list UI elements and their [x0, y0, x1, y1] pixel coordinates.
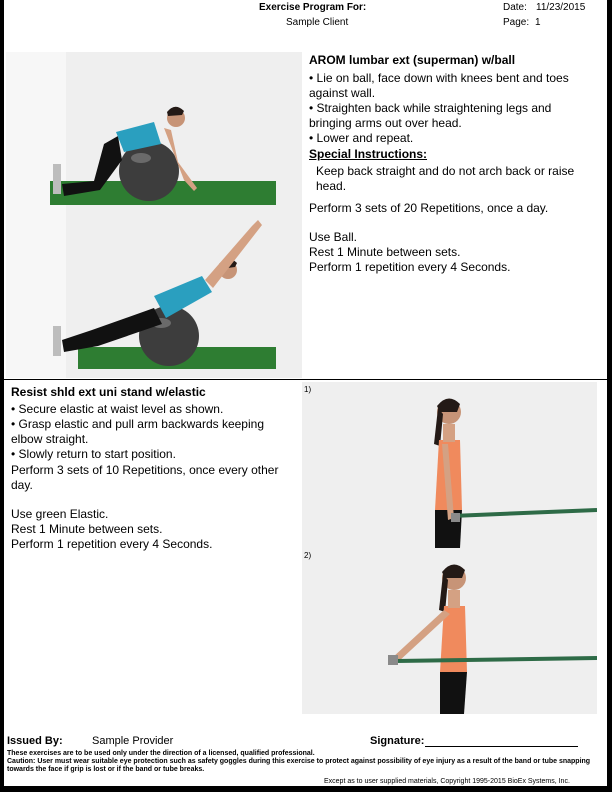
caution-text: Caution: User must wear suitable eye protection such as safety goggles during this exercise to protect against possibility of eye injury as a result of the band or tube snapping towards the face if grip is lost or if the band or tube breaks. — [7, 758, 591, 773]
shoulder-extension-end-illustration — [302, 548, 597, 714]
issued-by-label: Issued By: — [7, 735, 63, 747]
step-text: • Grasp elastic and pull arm backwards keeping elbow straight. — [11, 417, 264, 446]
step-text: • Slowly return to start position. — [11, 447, 176, 461]
superman-start-illustration — [6, 52, 302, 216]
signature-label: Signature: — [370, 735, 425, 747]
provider-name: Sample Provider — [92, 735, 174, 747]
exercise2-equipment: Use green Elastic. — [11, 507, 109, 521]
program-label: Exercise Program For: — [259, 2, 367, 13]
special-instructions-heading: Special Instructions: — [309, 147, 428, 161]
client-name: Sample Client — [286, 17, 349, 28]
disclaimer-text: These exercises are to be used only under the direction of a licensed, qualified professional. — [7, 750, 315, 757]
date-label: Date: — [503, 2, 527, 13]
step-text: • Lie on ball, face down with knees bent and toes against wall. — [309, 71, 569, 100]
exercise1-photo-end — [6, 216, 302, 378]
superman-end-illustration — [6, 216, 302, 378]
section-divider — [4, 379, 607, 380]
exercise-sheet — [4, 0, 607, 786]
page-value: 1 — [535, 17, 541, 28]
exercise1-pace: Perform 1 repetition every 4 Seconds. — [309, 260, 511, 274]
exercise1-sets: Perform 3 sets of 20 Repetitions, once a day. — [309, 201, 549, 215]
figure-number: 2) — [304, 551, 312, 560]
exercise1-equipment: Use Ball. — [309, 230, 358, 244]
exercise2-photo-end — [302, 548, 597, 714]
figure-number: 1) — [304, 385, 312, 394]
date-value: 11/23/2015 — [536, 2, 586, 13]
exercise2-steps — [11, 402, 296, 462]
exercise2-photo-start — [302, 382, 597, 548]
exercise2-rest: Rest 1 Minute between sets. — [11, 522, 163, 536]
exercise1-steps — [309, 71, 594, 146]
signature-line — [425, 746, 578, 747]
step-text: • Secure elastic at waist level as shown. — [11, 402, 224, 416]
exercise1-rest: Rest 1 Minute between sets. — [309, 245, 461, 259]
exercise1-photo-start — [6, 52, 302, 216]
step-text: • Straighten back while straightening legs and bringing arms out over head. — [309, 101, 552, 130]
exercise1-title: AROM lumbar ext (superman) w/ball — [309, 53, 516, 67]
special-instructions-text: Keep back straight and do not arch back or raise head. — [316, 164, 575, 193]
step-text: • Lower and repeat. — [309, 131, 414, 145]
exercise2-sets: Perform 3 sets of 10 Repetitions, once every other day. — [11, 463, 279, 492]
shoulder-extension-start-illustration — [302, 382, 597, 548]
copyright-text: Except as to user supplied materials, Copyright 1995-2015 BioEx Systems, Inc. — [324, 778, 570, 785]
exercise2-pace: Perform 1 repetition every 4 Seconds. — [11, 537, 213, 551]
exercise2-title: Resist shld ext uni stand w/elastic — [11, 385, 206, 399]
page-label: Page: — [503, 17, 530, 28]
